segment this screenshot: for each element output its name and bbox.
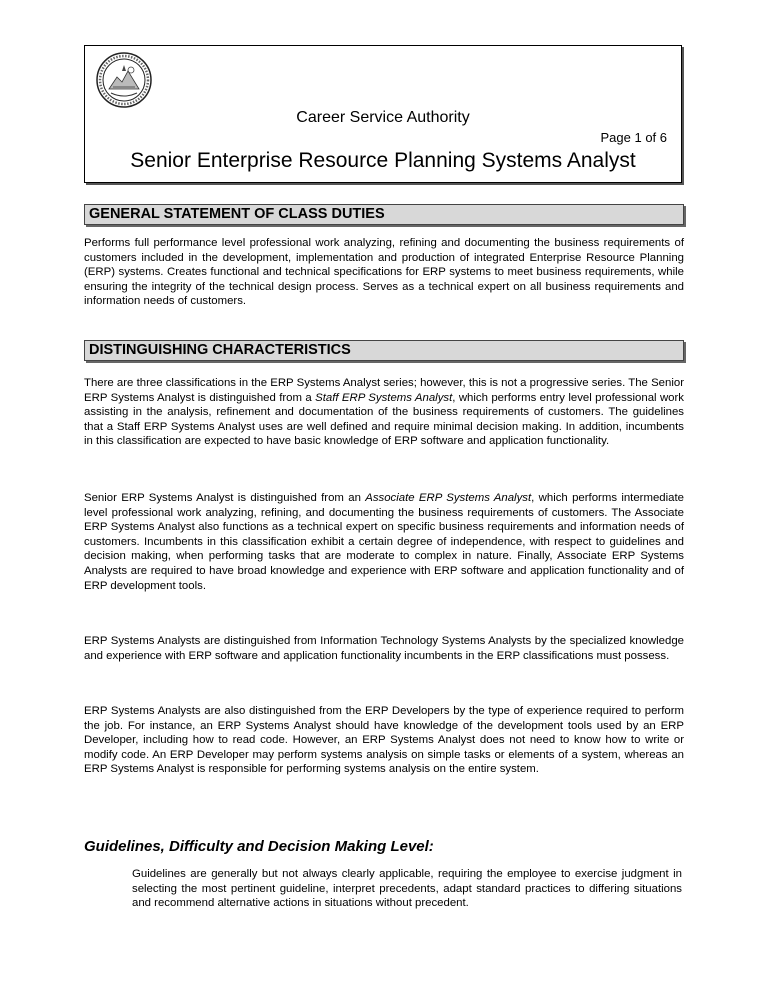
staff-analyst-term: Staff ERP Systems Analyst	[315, 391, 453, 404]
general-statement-text: Performs full performance level professional work analyzing, refining and documenting the business requirements of customers included in the development, implementation and production of integrated Enterprise Resource Planning (ERP) systems. Creates functional and technical specifications for ERP systems to meet business requirements, while ensuring the integrity of the technical design process. Serves as a technical expert on all business requirements and information needs of customers.	[84, 237, 684, 308]
distinguishing-paragraph-1: There are three classifications in the ERP Systems Analyst series; however, this is not a progressive series. The Senior ERP Systems Analyst is distinguished from a Staff ERP Systems Analyst, which performs entry level professional work assisting in the analysis, refinement and documentation of the business requirements of customers. The guidelines that a Staff ERP Systems Analyst uses are well defined and require minimal decision making. In addition, incumbents in this classification are expected to have basic knowledge of ERP software and application functionality.	[84, 377, 684, 448]
guidelines-text: Guidelines are generally but not always clearly applicable, requiring the employee to exercise judgment in selecting the most pertinent guideline, interpret precedents, adapt standard practices to differing situations and recommend alternative actions in situations without precedent.	[132, 868, 682, 910]
org-name: Career Service Authority	[296, 109, 470, 126]
distinguishing-paragraph-3: ERP Systems Analysts are distinguished from Information Technology Systems Analysts by the specialized knowledge and experience with ERP software and application functionality incumbents in the ERP classifications must possess.	[84, 635, 684, 662]
section-heading-distinguishing: DISTINGUISHING CHARACTERISTICS	[84, 340, 684, 361]
city-seal-icon	[95, 51, 153, 109]
document-header	[84, 45, 682, 183]
section-heading-general-statement: GENERAL STATEMENT OF CLASS DUTIES	[84, 204, 684, 225]
distinguishing-paragraph-4: ERP Systems Analysts are also distinguished from the ERP Developers by the type of experience required to perform the job. For instance, an ERP Systems Analyst should have knowledge of the development tools used by an ERP Developer, including how to read code. However, an ERP Systems Analyst does not need to know how to write or modify code. An ERP Developer may perform systems analysis on simple tasks or elements of a system, whereas an ERP Systems Analyst is responsible for performing systems analysis on the entire system.	[84, 705, 684, 776]
guidelines-heading: Guidelines, Difficulty and Decision Making Level:	[84, 838, 434, 855]
document-title: Senior Enterprise Resource Planning Systems Analyst	[130, 149, 636, 172]
page-number: Page 1 of 6	[600, 130, 667, 145]
associate-analyst-term: Associate ERP Systems Analyst	[365, 492, 532, 504]
distinguishing-paragraph-2: Senior ERP Systems Analyst is distinguished from an Associate ERP Systems Analyst, which performs intermediate level professional work analyzing, refining, and documenting the business requirements of customers. The Associate ERP Systems Analyst also functions as a technical expert on specific business requirements and information needs of customers. Incumbents in this classification exhibit a certain degree of independence, with respect to guidelines and decision making, when performing tasks that are moderate to complex in nature. Finally, Associate ERP Systems Analysts are required to have broad knowledge and experience with ERP software and application functionality and of ERP development tools.	[84, 492, 685, 592]
